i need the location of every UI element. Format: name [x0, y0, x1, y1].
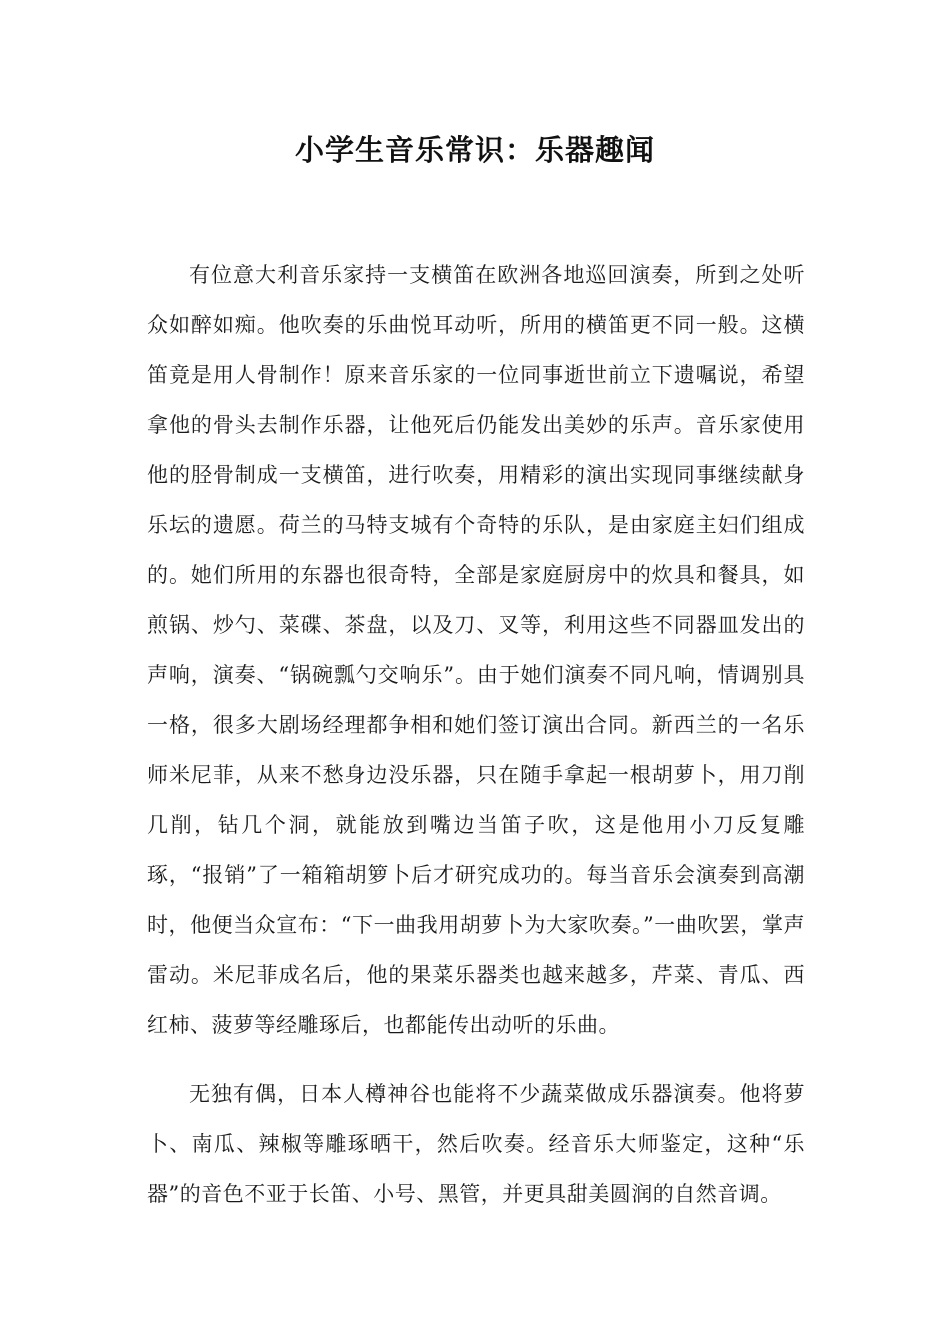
document-title: 小学生音乐常识：乐器趣闻 [294, 133, 655, 167]
paragraph-1: 有位意大利音乐家持一支横笛在欧洲各地巡回演奏，所到之处听众如醉如痴。他吹奏的乐曲悦耳动听，所用的横笛更不同一般。这横笛竟是用人骨制作！原来音乐家的一位同事逝世前立下遗嘱说，希望拿他的骨头去制作乐器，让他死后仍能发出美妙的乐声。音乐家使用他的胫骨制成一支横笛，进行吹奏，用精彩的演出实现同事继续献身乐坛的遗愿。荷兰的马特支城有个奇特的乐队，是由家庭主妇们组成的。她们所用的东器也很奇特，全部是家庭厨房中的炊具和餐具，如煎锅、炒勺、菜碟、茶盘，以及刀、叉等，利用这些不同器皿发出的声响，演奏、“锅碗瓢勺交响乐”。由于她们演奏不同凡响，情调别具一格，很多大剧场经理都争相和她们签订演出合同。新西兰的一名乐师米尼菲，从来不愁身边没乐器，只在随手拿起一根胡萝卜，用刀削几削，钻几个洞，就能放到嘴边当笛子吹，这是他用小刀反复雕琢，“报销”了一箱箱胡箩卜后才研究成功的。每当音乐会演奏到高潮时，他便当众宣布：“下一曲我用胡萝卜为大家吹奏。”一曲吹罢，掌声雷动。米尼菲成名后，他的果菜乐器类也越来越多，芹菜、青瓜、西红柿、菠萝等经雕琢后，也都能传出动听的乐曲。 [147, 263, 805, 1037]
paragraph-2: 无独有偶，日本人樽神谷也能将不少蔬菜做成乐器演奏。他将萝卜、南瓜、辣椒等雕琢晒干，然后吹奏。经音乐大师鉴定，这种“乐器”的音色不亚于长笛、小号、黑管，并更具甜美圆润的自然音调。 [147, 1082, 805, 1206]
